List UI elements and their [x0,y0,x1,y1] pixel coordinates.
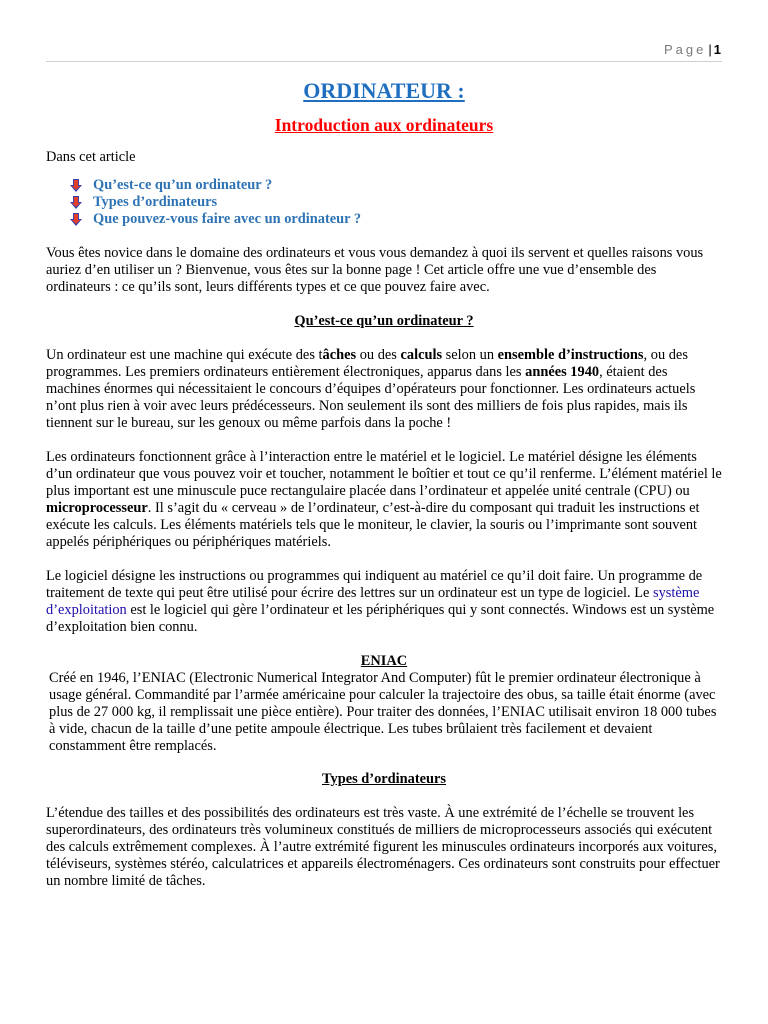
toc-item-label: Qu’est-ce qu’un ordinateur ? [93,177,273,193]
document-body [46,78,722,890]
section-heading-types: Types d’ordinateurs [321,771,447,787]
page-word: Page [664,42,707,57]
toc-item[interactable] [70,194,722,211]
table-of-contents [46,177,722,228]
section-heading-eniac: ENIAC [360,653,408,669]
document-subtitle: Introduction aux ordinateurs [274,115,494,135]
intro-paragraph: Vous êtes novice dans le domaine des ordinateurs et vous vous demandez à quoi ils servent et quelles raisons vous auriez d’en utiliser un ? Bienvenue, vous êtes sur la bonne page ! Cet article offre une vue d’ensemble des ordinateurs : ce qu’ils sont, leurs différents types et ce que pouvez faire avec. [46,245,704,295]
toc-item[interactable] [70,211,722,228]
page-number: 1 [713,42,721,57]
paragraph-types: L’étendue des tailles et des possibilités des ordinateurs est très vaste. À une extrémité de l’échelle se trouvent les superordinateurs, des ordinateurs très volumineux constitués de milliers de microprocesseurs associés qui exécutent des calculs extrêmement complexes. À l’autre extrémité figurent les minuscules ordinateurs incorporés aux voitures, téléviseurs, systèmes stéréo, calculatrices et appareils électroménagers. Ces ordinateurs sont construits pour effectuer un nombre limité de tâches. [46,805,720,889]
os-link[interactable]: système d’exploitation [46,585,700,618]
paragraph-eniac: Créé en 1946, l’ENIAC (Electronic Numerical Integrator And Computer) fût le premier ordinateur électronique à usage général. Commandité par l’armée américaine pour calculer la trajectoire des obus, sa taille était énorme (avec plus de 27 000 kg, il remplissait une pièce entière). Pour traiter des données, l’ENIAC utilisait environ 18 000 tubes à vide, chacun de la taille d’une petite ampoule électrique. Les tubes brûlaient très facilement et devaient constamment être remplacés. [49,670,717,754]
paragraph-hardware: Les ordinateurs fonctionnent grâce à l’interaction entre le matériel et le logiciel. Le matériel désigne les éléments d’un ordinateur que vous pouvez voir et toucher, notamment le boîtier et tout ce qu’il renferme. L’élément matériel le plus important est une minuscule puce rectangulaire placée dans l’ordinateur et appelée unité centrale (CPU) ou microprocesseur. Il s’agit du « cerveau » de l’ordinateur, c’est-à-dire du composant qui traduit les instructions et exécute les calculs. Les éléments matériels tels que le moniteur, le clavier, la souris ou l’imprimante sont souvent appelés périphériques ou périphériques matériels. [46,449,722,550]
toc-item-label: Types d’ordinateurs [93,194,218,210]
document-title: ORDINATEUR : [303,78,465,103]
paragraph-definition: Un ordinateur est une machine qui exécute des tâches ou des calculs selon un ensemble d’instructions, ou des programmes. Les premiers ordinateurs entièrement électroniques, apparus dans les années 1940, étaient des machines énormes qui nécessitaient le concours d’équipes d’opérateurs pour fonctionner. Les ordinateurs actuels n’ont plus rien à voir avec leurs prédécesseurs. Non seulement ils sont des milliers de fois plus rapides, mais ils tiennent sur le bureau, sur les genoux ou même parfois dans la poche ! [46,347,696,431]
toc-item[interactable] [70,177,722,194]
page-header [46,41,722,62]
paragraph-software: Le logiciel désigne les instructions ou programmes qui indiquent au matériel ce qu’il doit faire. Un programme de traitement de texte qui peut être utilisé pour écrire des lettres sur un ordinateur est un type de logiciel. Le système d’exploitation est le logiciel qui gère l’ordinateur et les périphériques qui y sont connectés. Windows est un système d’exploitation bien connu. [46,568,715,635]
toc-intro-label: Dans cet article [46,149,136,165]
arrow-down-bullet-icon [70,179,82,192]
page-number-label [664,42,721,57]
page-separator: | [708,42,712,57]
arrow-down-bullet-icon [70,196,82,209]
section-heading-what-is: Qu’est-ce qu’un ordinateur ? [294,313,474,329]
toc-item-label: Que pouvez-vous faire avec un ordinateur ? [93,211,362,227]
arrow-down-bullet-icon [70,213,82,226]
